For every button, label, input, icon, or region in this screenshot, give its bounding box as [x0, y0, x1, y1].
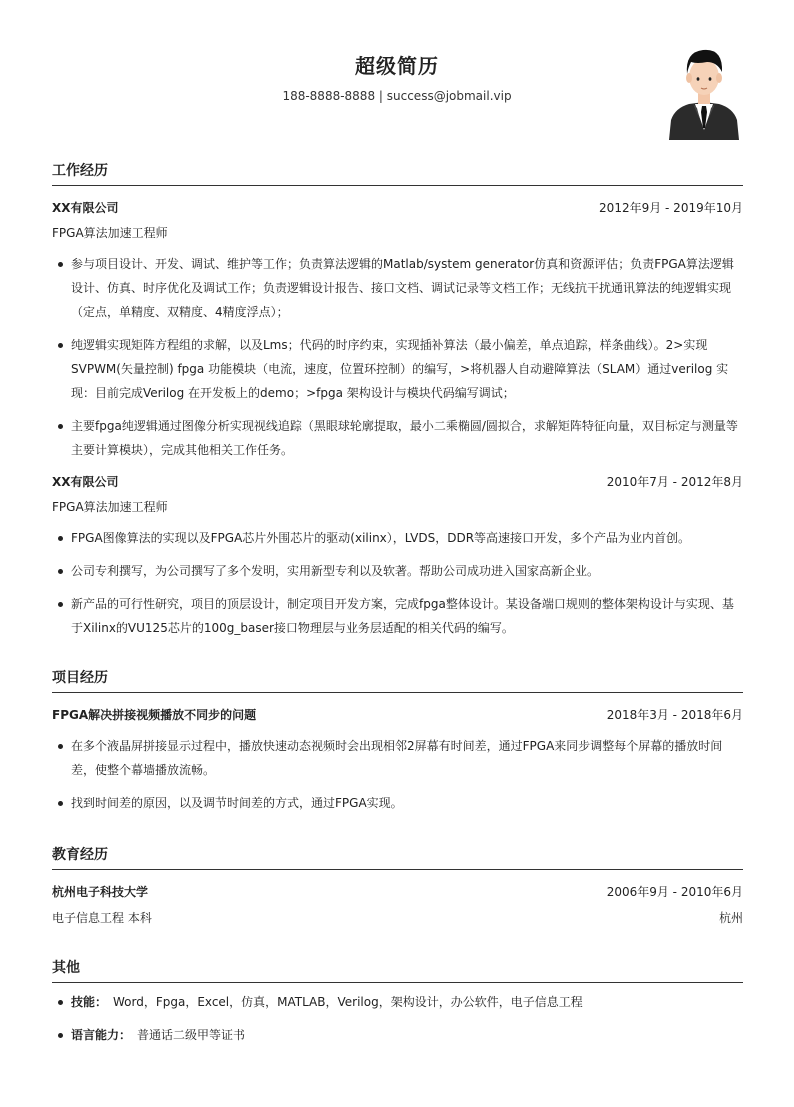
- education-header: [52, 883, 743, 900]
- work-period: 2012年9月 - 2019年10月: [599, 201, 743, 215]
- company-name: XX有限公司: [52, 201, 119, 215]
- contact-info: 188-8888-8888 | success@jobmail.vip: [282, 89, 512, 103]
- work-divider: [52, 185, 743, 186]
- work-entry-2-bullets: [52, 526, 743, 649]
- project-divider: [52, 692, 743, 693]
- language-item: [52, 1023, 743, 1047]
- language-label: 语言能力：: [71, 1028, 132, 1042]
- list-item: 主要fpga纯逻辑通过图像分析实现视线追踪（黑眼球轮廓提取，最小二乘椭圆/圆拟合，求解矩阵特征向量，双目标定与测量等主要计算模块），完成其他相关工作任务。: [52, 414, 743, 462]
- work-entry-1-bullets: [52, 252, 743, 471]
- list-item: FPGA图像算法的实现以及FPGA芯片外围芯片的驱动(xilinx），LVDS，DDR等高速接口开发，多个产品为业内首创。: [52, 526, 743, 550]
- project-name: FPGA解决拼接视频播放不同步的问题: [52, 708, 257, 722]
- company-name: XX有限公司: [52, 475, 119, 489]
- project-bullets: [52, 734, 743, 824]
- work-period: 2010年7月 - 2012年8月: [606, 475, 743, 489]
- resume-name: 超级简历: [355, 54, 439, 78]
- work-section-title: 工作经历: [52, 163, 108, 179]
- list-item: 纯逻辑实现矩阵方程组的求解，以及Lms；代码的时序约束，实现插补算法（最小偏差，单点追踪，样条曲线）。2>实现SVPWM(矢量控制) fpga 功能模块（电流，速度，位置环控制）的编写，>将机器人自动避障算法（SLAM）通过verilog 实现：目前完成Verilog 在开发板上的demo；>fpga 架构设计与模块代码编写调试；: [52, 333, 743, 405]
- work-entry-2-header: [52, 473, 743, 490]
- list-item: 参与项目设计、开发、调试、维护等工作；负责算法逻辑的Matlab/system generator仿真和资源评估；负责FPGA算法逻辑设计、仿真、时序优化及调试工作；负责逻辑设计报告、接口文档、调试记录等文档工作；无线抗干扰通讯算法的纯逻辑实现（定点，单精度、双精度、4精度浮点）；: [52, 252, 743, 324]
- list-item: 公司专利撰写，为公司撰写了多个发明，实用新型专利以及软著。帮助公司成功进入国家高新企业。: [52, 559, 743, 583]
- project-header: [52, 706, 743, 723]
- education-details: [52, 909, 743, 926]
- skills-item: [52, 990, 743, 1014]
- other-divider: [52, 982, 743, 983]
- resume-header: [0, 0, 794, 150]
- education-section-title: 教育经历: [52, 847, 108, 863]
- work-entry-1-header: [52, 199, 743, 216]
- project-section-title: 项目经历: [52, 670, 108, 686]
- education-period: 2006年9月 - 2010年6月: [606, 885, 743, 899]
- job-title: FPGA算法加速工程师: [52, 226, 168, 240]
- list-item: 在多个液晶屏拼接显示过程中，播放快速动态视频时会出现相邻2屏幕有时间差，通过FPGA来同步调整每个屏幕的播放时间差，使整个幕墙播放流畅。: [52, 734, 743, 782]
- project-period: 2018年3月 - 2018年6月: [606, 708, 743, 722]
- education-city: 杭州: [718, 911, 743, 925]
- other-bullets: [52, 990, 743, 1056]
- skills-label: 技能：: [71, 995, 108, 1009]
- other-section-title: 其他: [52, 960, 80, 976]
- school-name: 杭州电子科技大学: [52, 885, 149, 899]
- list-item: 新产品的可行性研究，项目的顶层设计，制定项目开发方案，完成fpga整体设计。某设备端口规则的整体架构设计与实现、基于Xilinx的VU125芯片的100g_baser接口物理层与业务层适配的相关代码的编写。: [52, 592, 743, 640]
- skills-text: Word，Fpga，Excel，仿真，MATLAB，Verilog，架构设计，办公软件，电子信息工程: [113, 995, 583, 1009]
- list-item: 找到时间差的原因，以及调节时间差的方式，通过FPGA实现。: [52, 791, 743, 815]
- major-degree: 电子信息工程 本科: [52, 911, 152, 925]
- education-divider: [52, 869, 743, 870]
- job-title: FPGA算法加速工程师: [52, 500, 168, 514]
- avatar: [667, 42, 741, 140]
- language-text: 普通话二级甲等证书: [137, 1028, 246, 1042]
